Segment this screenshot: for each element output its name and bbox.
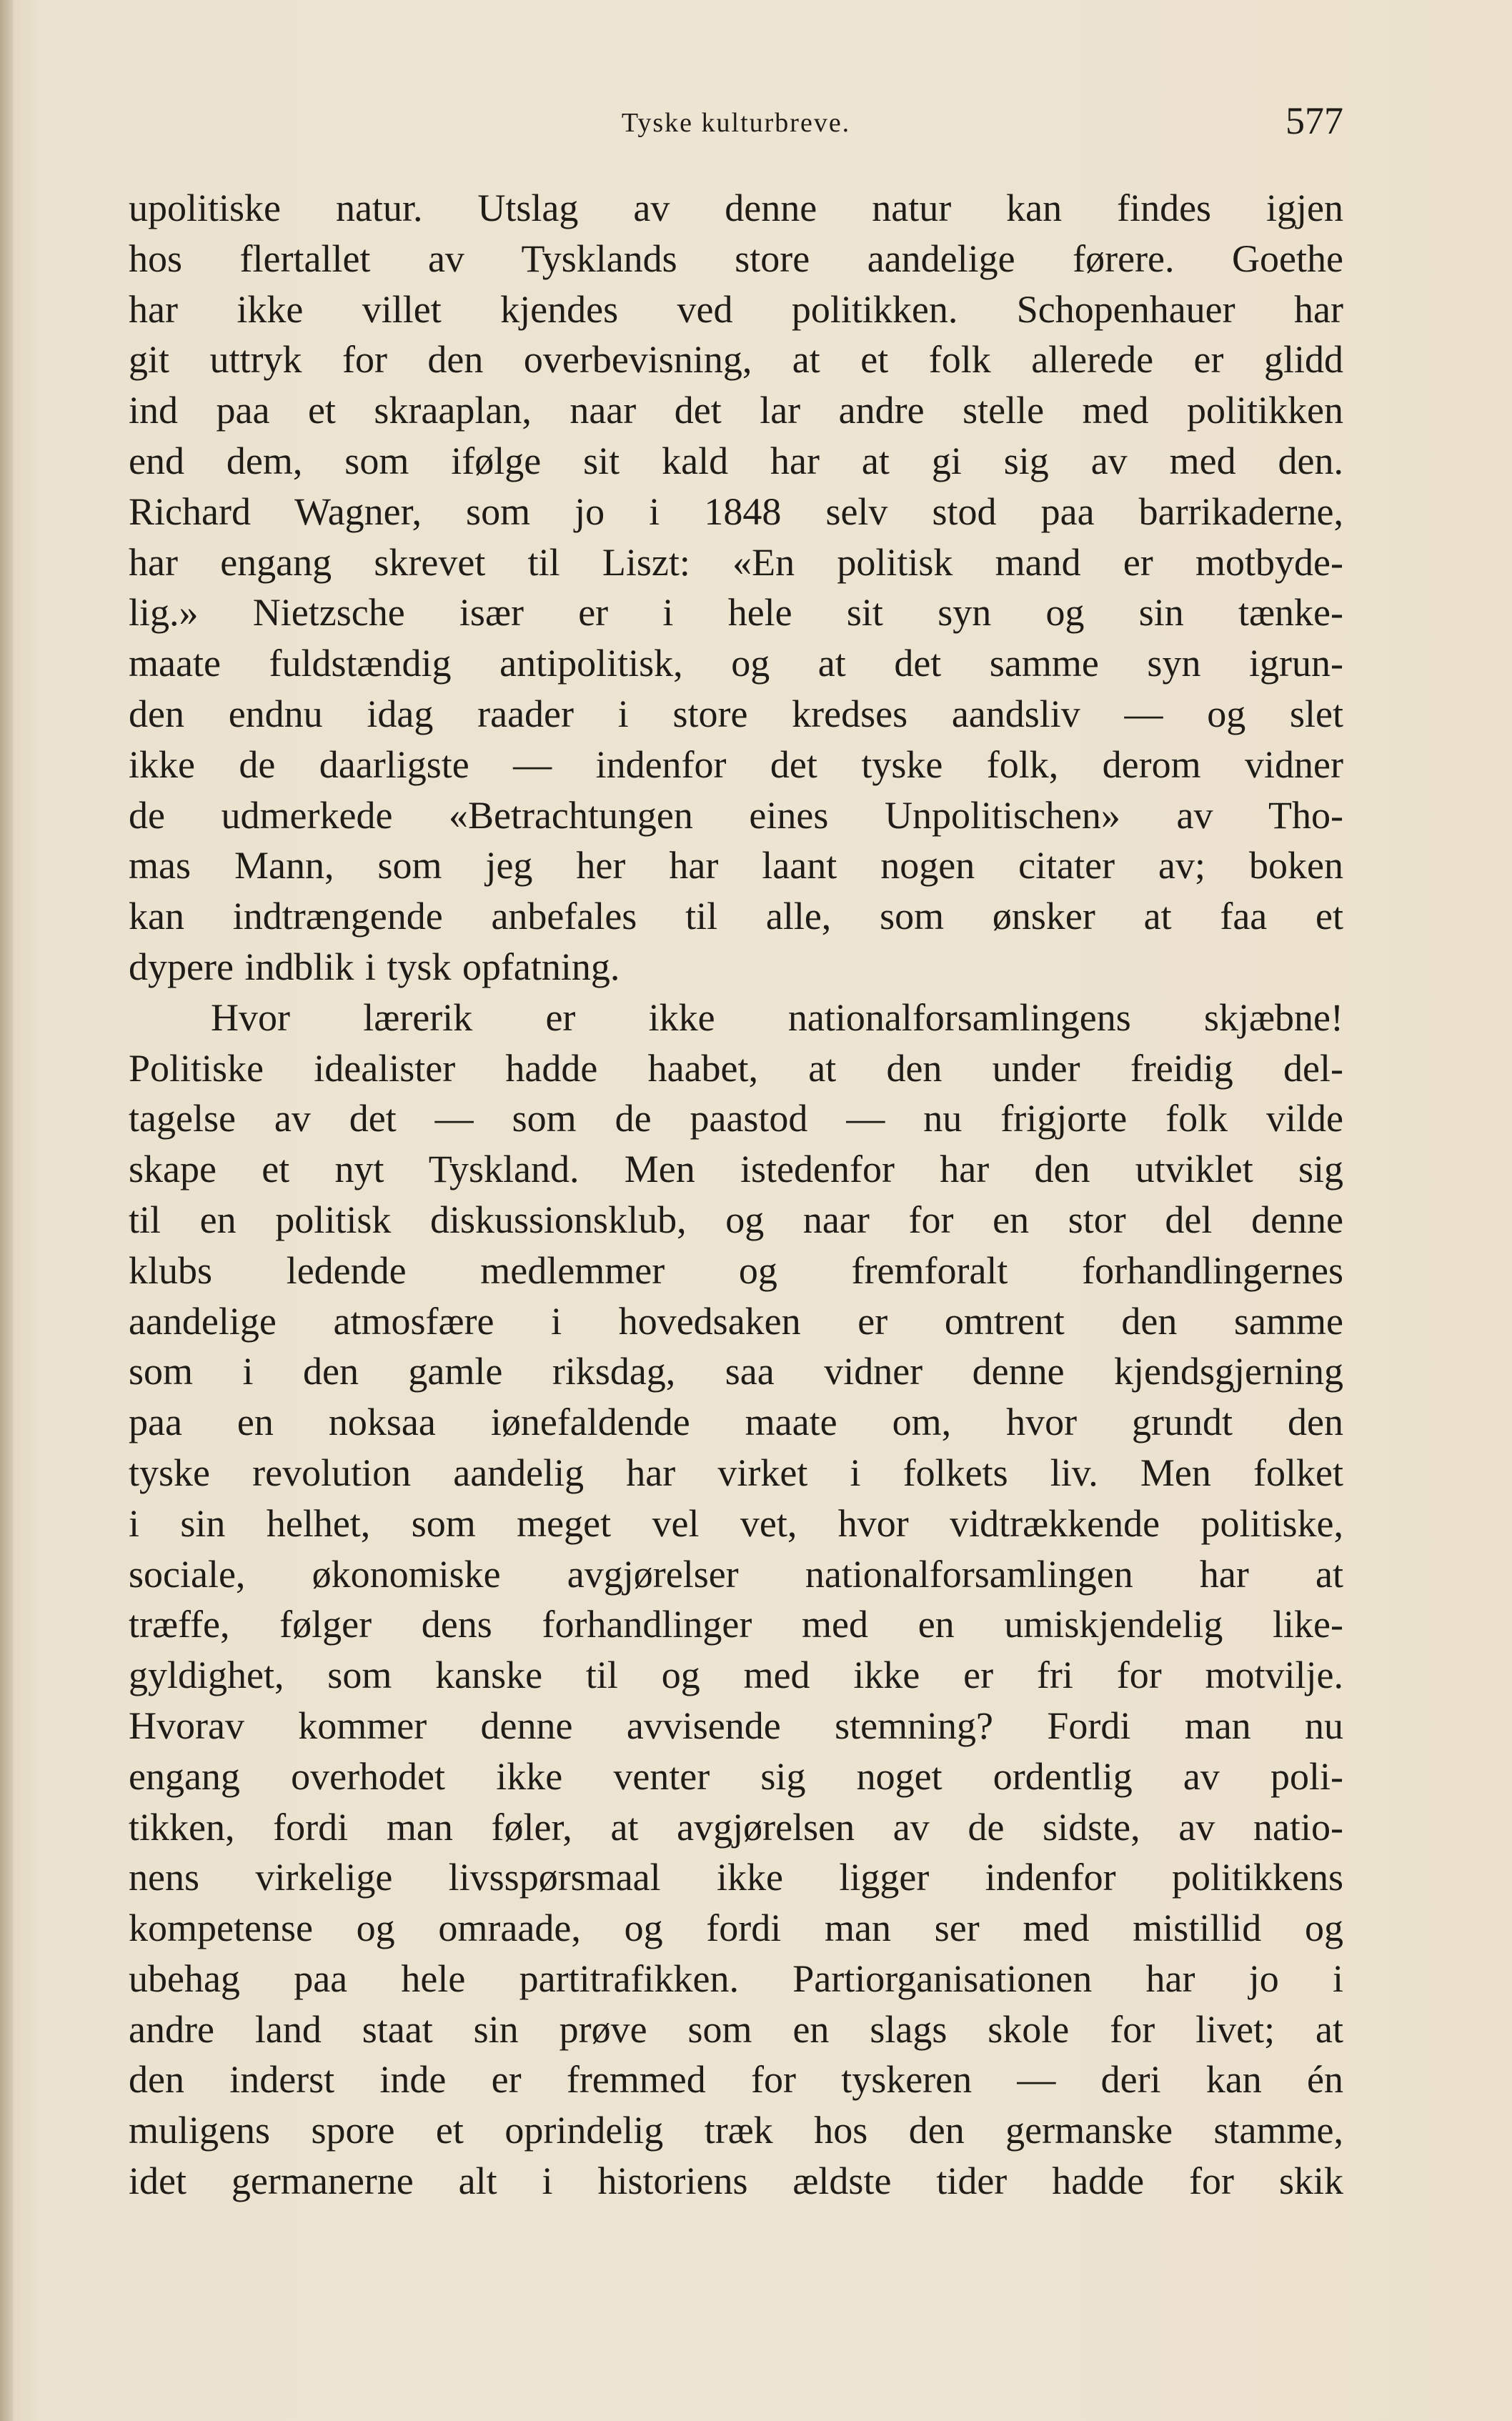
text-line: Richard Wagner, som jo i 1848 selv stod paa barrikaderne,: [129, 489, 1343, 533]
text-line: kompetense og omraade, og fordi man ser med mistillid og: [129, 1907, 1343, 1950]
text-line: til en politisk diskussionsklub, og naar for en stor del denne: [129, 1198, 1343, 1241]
text-line: ikke de daarligste — indenfor det tyske folk, derom vidner: [129, 742, 1343, 786]
text-line: klubs ledende medlemmer og fremforalt forhandlingernes: [129, 1248, 1343, 1292]
paragraph-end-line: dypere indblik i tysk opfatning.: [129, 945, 620, 988]
text-line: som i den gamle riksdag, saa vidner denne kjendsgjerning: [129, 1350, 1343, 1393]
page-header: [129, 99, 1343, 149]
text-line: andre land staat sin prøve som en slags skole for livet; at: [129, 2007, 1343, 2051]
text-line: Politiske idealister hadde haabet, at den under freidig del-: [129, 1046, 1343, 1090]
text-line: paa en noksaa iønefaldende maate om, hvor grundt den: [129, 1401, 1343, 1444]
text-line: kan indtrængende anbefales til alle, som ønsker at faa et: [129, 895, 1343, 938]
text-line: tagelse av det — som de paastod — nu frigjorte folk vilde: [129, 1097, 1343, 1140]
running-title: Tyske kulturbreve.: [621, 108, 851, 138]
text-line: gyldighet, som kanske til og med ikke er fri for motvilje.: [129, 1654, 1343, 1697]
text-line: aandelige atmosfære i hovedsaken er omtrent den samme: [129, 1299, 1343, 1343]
text-line: git uttryk for den overbevisning, at et folk allerede er glidd: [129, 338, 1343, 382]
text-line: ubehag paa hele partitrafikken. Partiorganisationen har jo i: [129, 1957, 1343, 2000]
body-text: [129, 183, 1343, 2207]
text-line: Hvorav kommer denne avvisende stemning? Fordi man nu: [129, 1704, 1343, 1747]
text-line: maate fuldstændig antipolitisk, og at det samme syn igrun-: [129, 642, 1343, 685]
page-gutter-shadow: [0, 0, 13, 2421]
text-line: de udmerkede «Betrachtungen eines Unpolitischen» av Tho-: [129, 793, 1343, 837]
text-line: nens virkelige livsspørsmaal ikke ligger indenfor politikkens: [129, 1856, 1343, 1899]
text-line: end dem, som ifølge sit kald har at gi sig av med den.: [129, 439, 1343, 482]
text-line: har ikke villet kjendes ved politikken. Schopenhauer har: [129, 287, 1343, 331]
text-line: engang overhodet ikke venter sig noget ordentlig av poli-: [129, 1754, 1343, 1798]
text-line: ind paa et skraaplan, naar det lar andre stelle med politikken: [129, 389, 1343, 432]
text-line: den endnu idag raader i store kredses aandsliv — og slet: [129, 692, 1343, 735]
text-line: tyske revolution aandelig har virket i folkets liv. Men folket: [129, 1451, 1343, 1494]
text-line: skape et nyt Tyskland. Men istedenfor har den utviklet sig: [129, 1148, 1343, 1191]
text-line: hos flertallet av Tysklands store aandelige førere. Goethe: [129, 237, 1343, 280]
text-line: idet germanerne alt i historiens ældste tider hadde for skik: [129, 2159, 1343, 2203]
text-line: den inderst inde er fremmed for tyskeren — deri kan én: [129, 2058, 1343, 2102]
text-line: muligens spore et oprindelig træk hos den germanske stamme,: [129, 2109, 1343, 2152]
page-number: 577: [1285, 99, 1343, 142]
text-line: tikken, fordi man føler, at avgjørelsen av de sidste, av natio-: [129, 1805, 1343, 1849]
text-line: træffe, følger dens forhandlinger med en umiskjendelig like-: [129, 1603, 1343, 1646]
text-line: upolitiske natur. Utslag av denne natur kan findes igjen: [129, 187, 1343, 229]
text-line: i sin helhet, som meget vel vet, hvor vidtrækkende politiske,: [129, 1501, 1343, 1545]
paragraph-start-line: Hvor lærerik er ikke nationalforsamlingens skjæbne!: [211, 995, 1343, 1039]
text-line: mas Mann, som jeg her har laant nogen citater av; boken: [129, 844, 1343, 888]
text-line: har engang skrevet til Liszt: «En politisk mand er motbyde-: [129, 540, 1343, 584]
text-line: sociale, økonomiske avgjørelser nationalforsamlingen har at: [129, 1552, 1343, 1596]
text-line: lig.» Nietzsche især er i hele sit syn og sin tænke-: [129, 591, 1343, 635]
